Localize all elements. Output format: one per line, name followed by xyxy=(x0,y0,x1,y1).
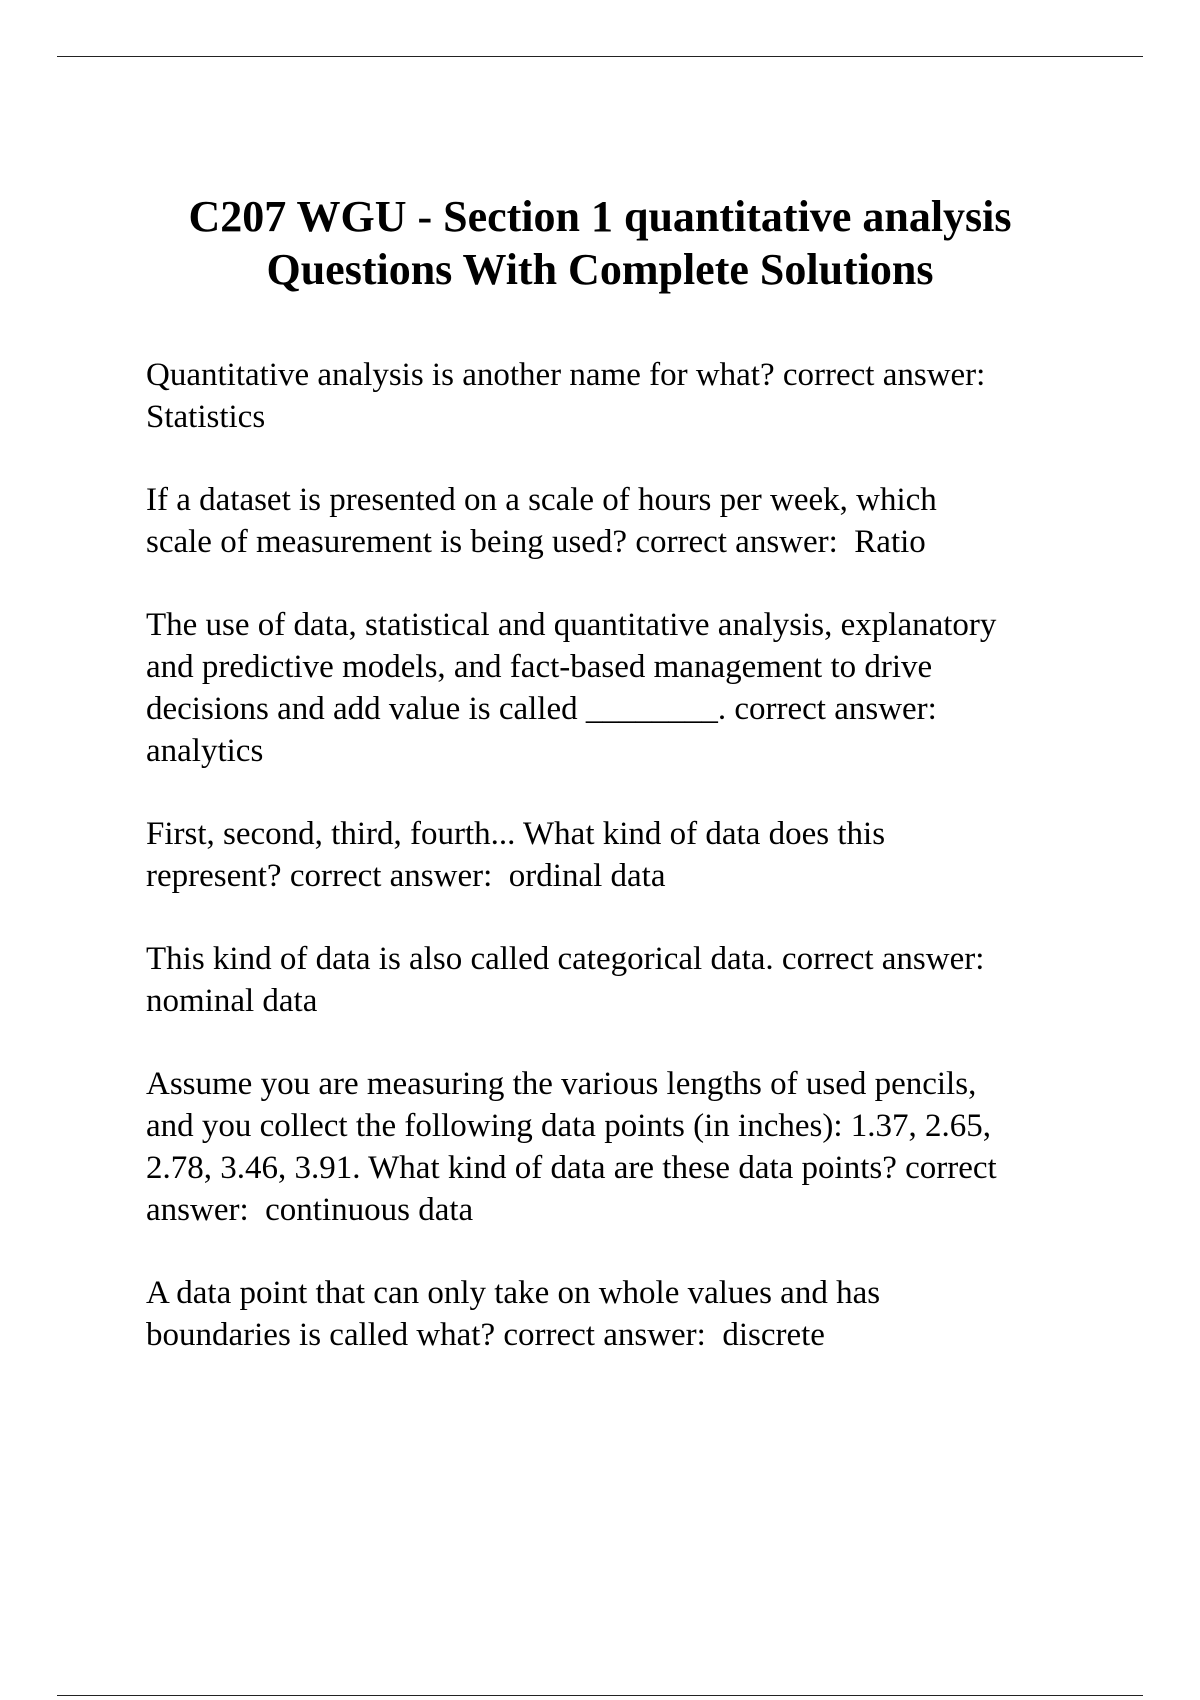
bottom-rule xyxy=(57,1695,1143,1696)
qa-item-7 xyxy=(146,1272,1106,1356)
qa-text-line: Assume you are measuring the various lengths of used pencils, xyxy=(146,1066,977,1102)
qa-text-line: boundaries is called what? correct answer: discrete xyxy=(146,1317,825,1353)
qa-text-line: decisions and add value is called ________. correct answer: xyxy=(146,691,937,727)
title-line-1: C207 WGU - Section 1 quantitative analysis xyxy=(188,192,1012,241)
qa-text-line: The use of data, statistical and quantitative analysis, explanatory xyxy=(146,607,997,643)
qa-text-line: This kind of data is also called categorical data. correct answer: xyxy=(146,941,985,977)
qa-text-line: and you collect the following data points (in inches): 1.37, 2.65, xyxy=(146,1108,991,1144)
qa-text-line: A data point that can only take on whole values and has xyxy=(146,1275,881,1311)
top-rule xyxy=(57,56,1143,57)
qa-text-line: represent? correct answer: ordinal data xyxy=(146,858,666,894)
qa-text-line: scale of measurement is being used? correct answer: Ratio xyxy=(146,524,926,560)
qa-text-line: answer: continuous data xyxy=(146,1192,474,1228)
qa-text-line: nominal data xyxy=(146,983,318,1019)
qa-item-3 xyxy=(146,604,1106,772)
qa-item-2 xyxy=(146,479,1106,563)
qa-text-line: If a dataset is presented on a scale of hours per week, which xyxy=(146,482,937,518)
qa-item-5 xyxy=(146,938,1106,1022)
qa-item-6 xyxy=(146,1063,1106,1231)
qa-list xyxy=(146,354,1106,1397)
qa-text-line: Quantitative analysis is another name for what? correct answer: xyxy=(146,357,986,393)
qa-text-line: and predictive models, and fact-based management to drive xyxy=(146,649,933,685)
qa-item-4 xyxy=(146,813,1106,897)
qa-item-1 xyxy=(146,354,1106,438)
qa-text-line: 2.78, 3.46, 3.91. What kind of data are these data points? correct xyxy=(146,1150,997,1186)
document-title xyxy=(100,190,1100,296)
qa-text-line: First, second, third, fourth... What kind of data does this xyxy=(146,816,886,852)
title-line-2: Questions With Complete Solutions xyxy=(266,245,934,294)
qa-text-line: analytics xyxy=(146,733,264,769)
qa-text-line: Statistics xyxy=(146,399,266,435)
